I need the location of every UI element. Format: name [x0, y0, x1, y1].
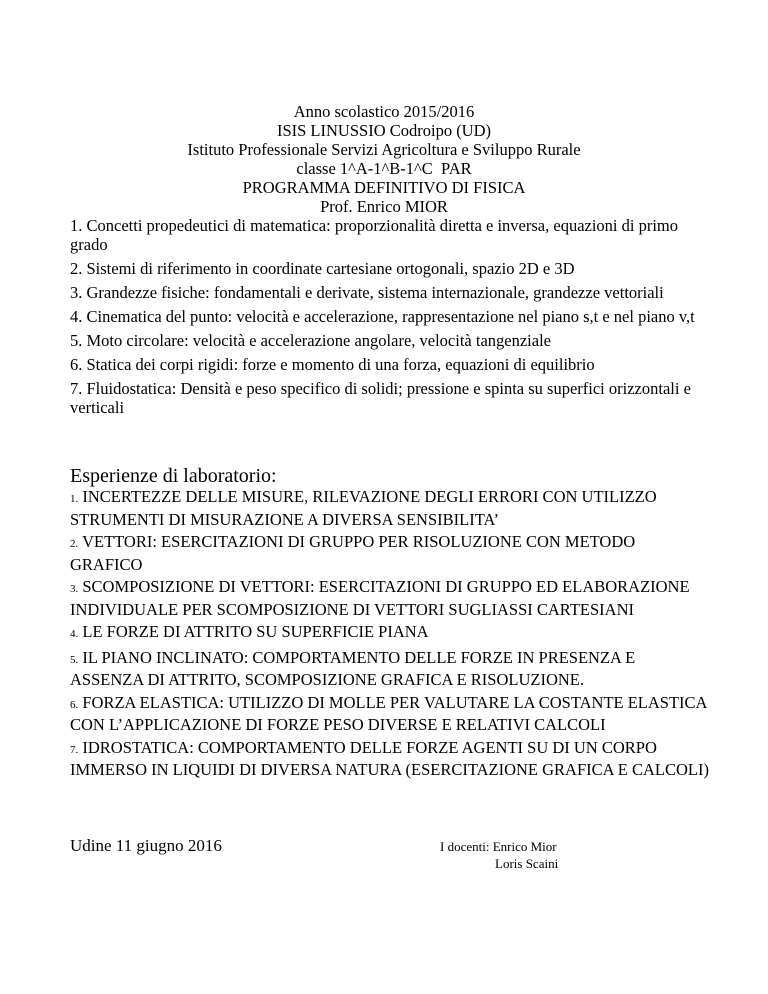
- document-header: [0, 102, 768, 216]
- signer-line: I docenti: Enrico Mior: [440, 839, 557, 854]
- lab-list: [70, 487, 710, 783]
- lab-item-number: 3.: [70, 583, 79, 595]
- lab-item: [70, 577, 710, 619]
- lab-item: [70, 487, 710, 529]
- lab-item-text: VETTORI: ESERCITAZIONI DI GRUPPO PER RISOLUZIONE CON METODO GRAFICO: [70, 532, 636, 574]
- lab-item-number: 5.: [70, 653, 79, 666]
- topic-item: 1. Concetti propedeutici di matematica: proporzionalità diretta e inversa, equazioni di primo grado: [70, 216, 679, 254]
- topic-item: 6. Statica dei corpi rigidi: forze e momento di una forza, equazioni di equilibrio: [70, 355, 595, 374]
- class-names: classe 1^A-1^B-1^C PAR: [296, 159, 472, 178]
- lab-item-number: 1.: [70, 493, 79, 505]
- teacher-name: Prof. Enrico MIOR: [320, 197, 448, 216]
- lab-item-text: FORZA ELASTICA: UTILIZZO DI MOLLE PER VALUTARE LA COSTANTE ELASTICA CON L’APPLICAZIONE DI FORZE PESO DIVERSE E RELATIVI CALCOLI: [70, 692, 707, 734]
- topic-item: 7. Fluidostatica: Densità e peso specifico di solidi; pressione e spinta su superfici orizzontali e verticali: [70, 379, 691, 417]
- lab-item-text: INCERTEZZE DELLE MISURE, RILEVAZIONE DEGLI ERRORI CON UTILIZZO STRUMENTI DI MISURAZIONE A DIVERSA SENSIBILITA’: [70, 487, 657, 529]
- lab-item-text: IL PIANO INCLINATO: COMPORTAMENTO DELLE FORZE IN PRESENZA E ASSENZA DI ATTRITO, SCOMPOSIZIONE GRAFICA E RISOLUZIONE.: [70, 647, 636, 689]
- topic-item: 3. Grandezze fisiche: fondamentali e derivate, sistema internazionale, grandezze vettoriali: [70, 283, 664, 302]
- program-title: PROGRAMMA DEFINITIVO DI FISICA: [242, 178, 526, 197]
- topic-item: 5. Moto circolare: velocità e accelerazione angolare, velocità tangenziale: [70, 331, 551, 350]
- lab-item-text: IDROSTATICA: COMPORTAMENTO DELLE FORZE AGENTI SU DI UN CORPO IMMERSO IN LIQUIDI DI DIVERSA NATURA (ESERCITAZIONE GRAFICA E CALCOLI): [70, 737, 709, 779]
- lab-item-number: 2.: [70, 538, 79, 550]
- topic-item: 2. Sistemi di riferimento in coordinate cartesiane ortogonali, spazio 2D e 3D: [70, 259, 575, 278]
- topics-list: [70, 216, 710, 422]
- lab-section-title: Esperienze di laboratorio:: [70, 465, 277, 487]
- lab-item: [70, 532, 710, 574]
- signers-block: [440, 838, 558, 872]
- school-year: Anno scolastico 2015/2016: [293, 102, 475, 121]
- institute-name: Istituto Professionale Servizi Agricoltura e Sviluppo Rurale: [187, 140, 581, 159]
- lab-item-number: 6.: [70, 698, 79, 711]
- topic-item: 4. Cinematica del punto: velocità e accelerazione, rappresentazione nel piano s,t e nel piano v,t: [70, 307, 695, 326]
- place-date: Udine 11 giugno 2016: [70, 836, 222, 855]
- lab-item: [70, 738, 710, 780]
- lab-item-number: 4.: [70, 628, 79, 640]
- signer-line: Loris Scaini: [495, 856, 559, 871]
- lab-item-number: 7.: [70, 743, 79, 756]
- lab-item: [70, 648, 710, 690]
- lab-item: [70, 693, 710, 735]
- lab-item-text: LE FORZE DI ATTRITO SU SUPERFICIE PIANA: [82, 622, 429, 641]
- lab-item-text: SCOMPOSIZIONE DI VETTORI: ESERCITAZIONI DI GRUPPO ED ELABORAZIONE INDIVIDUALE PER SCOMPOSIZIONE DI VETTORI SUGLIASSI CARTESIANI: [70, 577, 690, 619]
- school-name: ISIS LINUSSIO Codroipo (UD): [276, 121, 492, 140]
- lab-item: [70, 622, 710, 645]
